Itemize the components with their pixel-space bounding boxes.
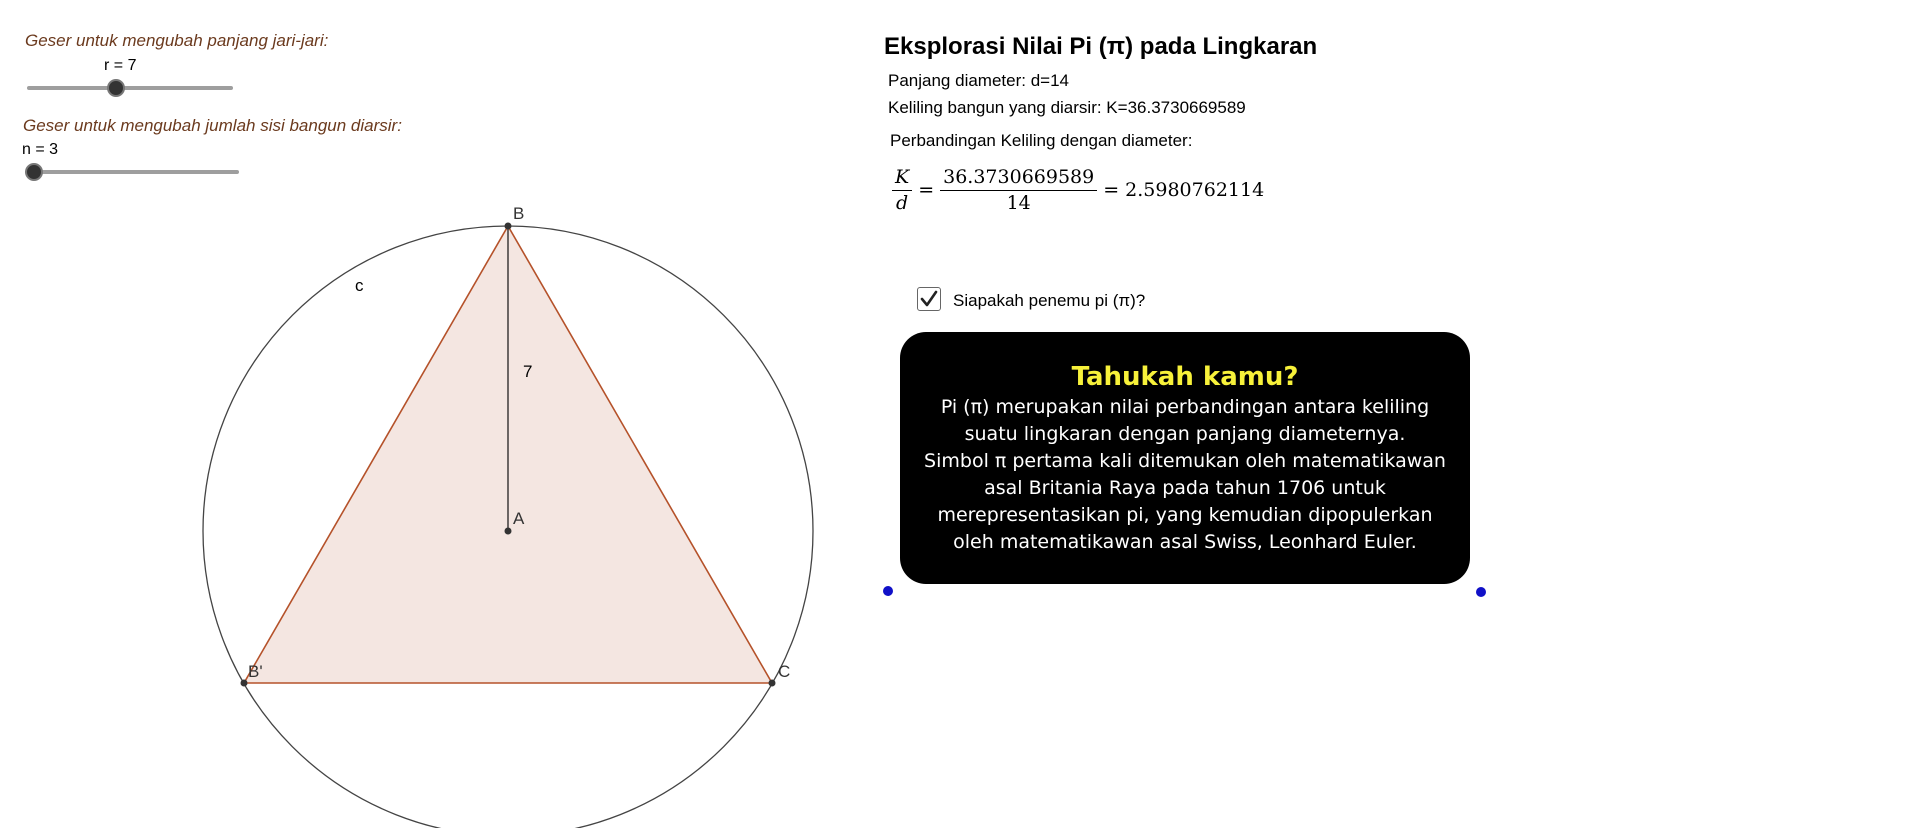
radius-slider-track[interactable] bbox=[27, 86, 233, 90]
point-b-prime[interactable] bbox=[241, 680, 248, 687]
point-a[interactable] bbox=[505, 528, 512, 535]
sides-slider-value: n = 3 bbox=[22, 141, 59, 158]
card-line: oleh matematikawan asal Swiss, Leonhard Euler. bbox=[953, 531, 1417, 553]
radius-slider-knob[interactable] bbox=[107, 79, 125, 97]
checkmark-icon bbox=[918, 288, 940, 310]
card-title: Tahukah kamu? bbox=[1071, 362, 1299, 392]
inventor-checkbox-label[interactable]: Siapakah penemu pi (π)? bbox=[953, 291, 1146, 310]
radius-slider-value: r = 7 bbox=[104, 57, 137, 74]
sides-slider-caption: Geser untuk mengubah jumlah sisi bangun diarsir: bbox=[23, 116, 402, 135]
label-b: B bbox=[513, 204, 525, 223]
label-b-prime: B' bbox=[248, 662, 263, 681]
card-line: merepresentasikan pi, yang kemudian dipopulerkan bbox=[937, 504, 1433, 526]
sides-slider-track[interactable] bbox=[25, 170, 239, 174]
point-b[interactable] bbox=[505, 223, 512, 230]
fraction-values bbox=[940, 167, 1097, 214]
did-you-know-card bbox=[900, 332, 1470, 584]
card-handle-left[interactable] bbox=[883, 586, 893, 596]
card-line: Simbol π pertama kali ditemukan oleh matematikawan bbox=[924, 450, 1446, 472]
formula-d: d bbox=[896, 191, 909, 214]
formula-k: K bbox=[892, 167, 912, 191]
card-handle-right[interactable] bbox=[1476, 587, 1486, 597]
label-circle-c: c bbox=[355, 276, 364, 295]
formula-result: 2.5980762114 bbox=[1125, 179, 1265, 202]
radius-slider-caption: Geser untuk mengubah panjang jari-jari: bbox=[25, 31, 329, 50]
perimeter-text: Keliling bangun yang diarsir: K=36.3730669589 bbox=[888, 98, 1246, 117]
ratio-caption: Perbandingan Keliling dengan diameter: bbox=[890, 131, 1193, 150]
label-c: C bbox=[778, 662, 791, 681]
card-body bbox=[900, 394, 1470, 556]
card-line: suatu lingkaran dengan panjang diameternya. bbox=[964, 423, 1406, 445]
ratio-formula bbox=[892, 167, 1264, 214]
diameter-text: Panjang diameter: d=14 bbox=[888, 71, 1069, 90]
card-line: asal Britania Raya pada tahun 1706 untuk bbox=[984, 477, 1386, 499]
page-title: Eksplorasi Nilai Pi (π) pada Lingkaran bbox=[884, 33, 1318, 60]
label-radius: 7 bbox=[523, 362, 533, 381]
formula-perimeter-value: 36.3730669589 bbox=[940, 167, 1097, 191]
formula-equals-1: = bbox=[918, 179, 935, 202]
card-line: Pi (π) merupakan nilai perbandingan antara keliling bbox=[940, 396, 1430, 418]
fraction-k-over-d bbox=[892, 167, 912, 214]
formula-diameter-value: 14 bbox=[1006, 191, 1031, 214]
sides-slider-knob[interactable] bbox=[25, 163, 43, 181]
label-a: A bbox=[513, 509, 525, 528]
formula-equals-2: = bbox=[1103, 179, 1120, 202]
point-c[interactable] bbox=[769, 680, 776, 687]
inventor-checkbox[interactable] bbox=[917, 287, 941, 311]
